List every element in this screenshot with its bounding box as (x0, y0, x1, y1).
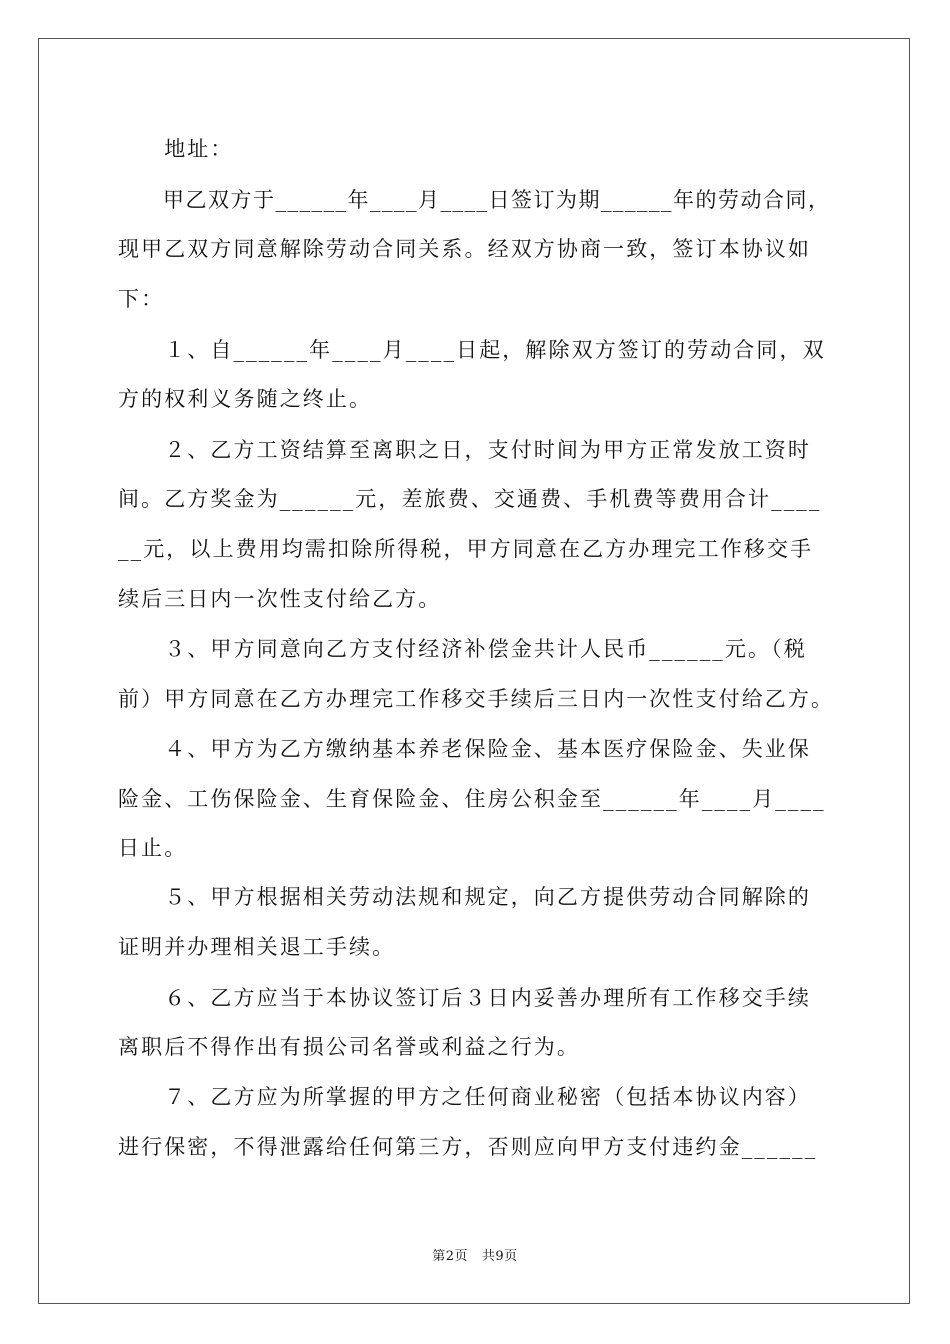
text-line: 进行保密，不得泄露给任何第三方，否则应向甲方支付违约金______ (118, 1135, 818, 1159)
text-line: ７、乙方应为所掌握的甲方之任何商业秘密（包括本协议内容） (118, 1085, 811, 1109)
text-line: 间。乙方奖金为______元，差旅费、交通费、手机费等费用合计____ (118, 487, 822, 511)
page-number-footer: 第2页 共9页 (432, 1249, 518, 1264)
text-line: 地址： (118, 137, 234, 161)
text-line: ３、甲方同意向乙方支付经济补偿金共计人民币______元。（税 (118, 637, 807, 661)
text-line: ２、乙方工资结算至离职之日，支付时间为甲方正常发放工资时 (118, 438, 811, 462)
text-line: 证明并办理相关退工手续。 (118, 935, 396, 959)
text-line: __元，以上费用均需扣除所得税，甲方同意在乙方办理完工作移交手 (118, 537, 814, 561)
text-line: 现甲乙双方同意解除劳动合同关系。经双方协商一致，签订本协议如 (118, 237, 811, 261)
text-line: 甲乙双方于______年____月____日签订为期______年的劳动合同， (118, 188, 831, 212)
text-line: ４、甲方为乙方缴纳基本养老保险金、基本医疗保险金、失业保 (118, 737, 811, 761)
text-line: 离职后不得作出有损公司名誉或利益之行为。 (118, 1035, 580, 1059)
text-line: 日止。 (118, 836, 188, 860)
text-line: 续后三日内一次性支付给乙方。 (118, 587, 442, 611)
text-line: ６、乙方应当于本协议签订后３日内妥善办理所有工作移交手续 (118, 986, 811, 1010)
text-line: １、自______年____月____日起，解除双方签订的劳动合同，双 (118, 338, 826, 362)
text-line: ５、甲方根据相关劳动法规和规定，向乙方提供劳动合同解除的 (118, 885, 811, 909)
text-line: 险金、工伤保险金、生育保险金、住房公积金至______年____月____ (118, 787, 826, 811)
text-line: 前）甲方同意在乙方办理完工作移交手续后三日内一次性支付给乙方。 (118, 687, 835, 711)
text-line: 下： (118, 287, 165, 311)
text-line: 方的权利义务随之终止。 (118, 387, 373, 411)
page-border (38, 38, 910, 1304)
